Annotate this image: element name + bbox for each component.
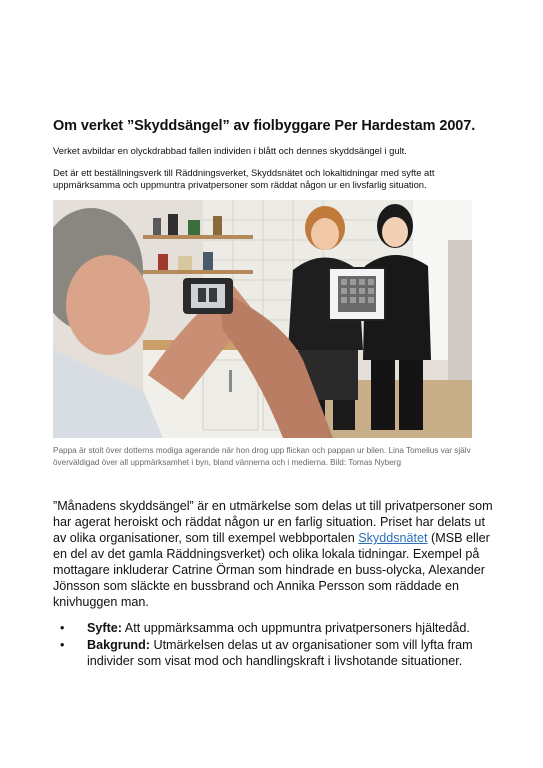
bullet-term-bakgrund: Bakgrund: — [87, 638, 150, 652]
document-title: Om verket ”Skyddsängel” av fiolbyggare Per Hardestam 2007. — [53, 118, 476, 134]
bullet-text-syfte: Att uppmärksamma och uppmuntra privatpersoners hjältedåd. — [122, 621, 470, 635]
bullet-marker: • — [60, 621, 65, 635]
list-item — [53, 620, 498, 636]
body-paragraph — [53, 498, 498, 610]
intro-paragraph-1: Verket avbildar en olyckdrabbad fallen individen i blått och dennes skyddsängel i gult. — [53, 145, 407, 156]
body-text-part-1: ”Månadens skyddsängel” är en utmärkelse som delas ut till privatpersoner som har agerat heroiskt och räddat någon ur en farlig situation. Priset har delats ut av olika organisationer, som till exempel webbportalen — [53, 499, 493, 545]
skyddsnatet-link[interactable]: Skyddsnätet — [358, 531, 428, 545]
photo-caption: Pappa är stolt över dotterns modiga agerande när hon drog upp flickan och pappan ur bilen. Lina Tomelius var själv överväldigad över all uppmärksamhet i byn, bland vännerna och i medierna. Bild: Tomas Nyberg — [53, 446, 471, 467]
news-photo — [53, 200, 472, 438]
bullet-text-bakgrund: Utmärkelsen delas ut av organisationer som vill lyfta fram individer som visat mod och handlingskraft i livshotande situationer. — [87, 638, 473, 668]
bullet-marker: • — [60, 638, 65, 652]
intro-paragraph-2: Det är ett beställningsverk till Räddningsverket, Skyddsnätet och lokaltidningar med syfte att uppmärksamma och uppmuntra privatpersoner som räddat någon ur en livsfarlig situation. — [53, 167, 435, 190]
body-text-part-2: (MSB eller en del av det gamla Räddningsverket) och olika lokala tidningar. Exempel på mottagare inkluderar Catrine Örman som hindrade en buss-olycka, Alexander Jönsson som släckte en bussbrand och Annika Persson som räddade en knivhuggen man. — [53, 531, 490, 609]
bullet-term-syfte: Syfte: — [87, 621, 122, 635]
list-item — [53, 637, 498, 669]
bullet-list — [53, 620, 498, 670]
